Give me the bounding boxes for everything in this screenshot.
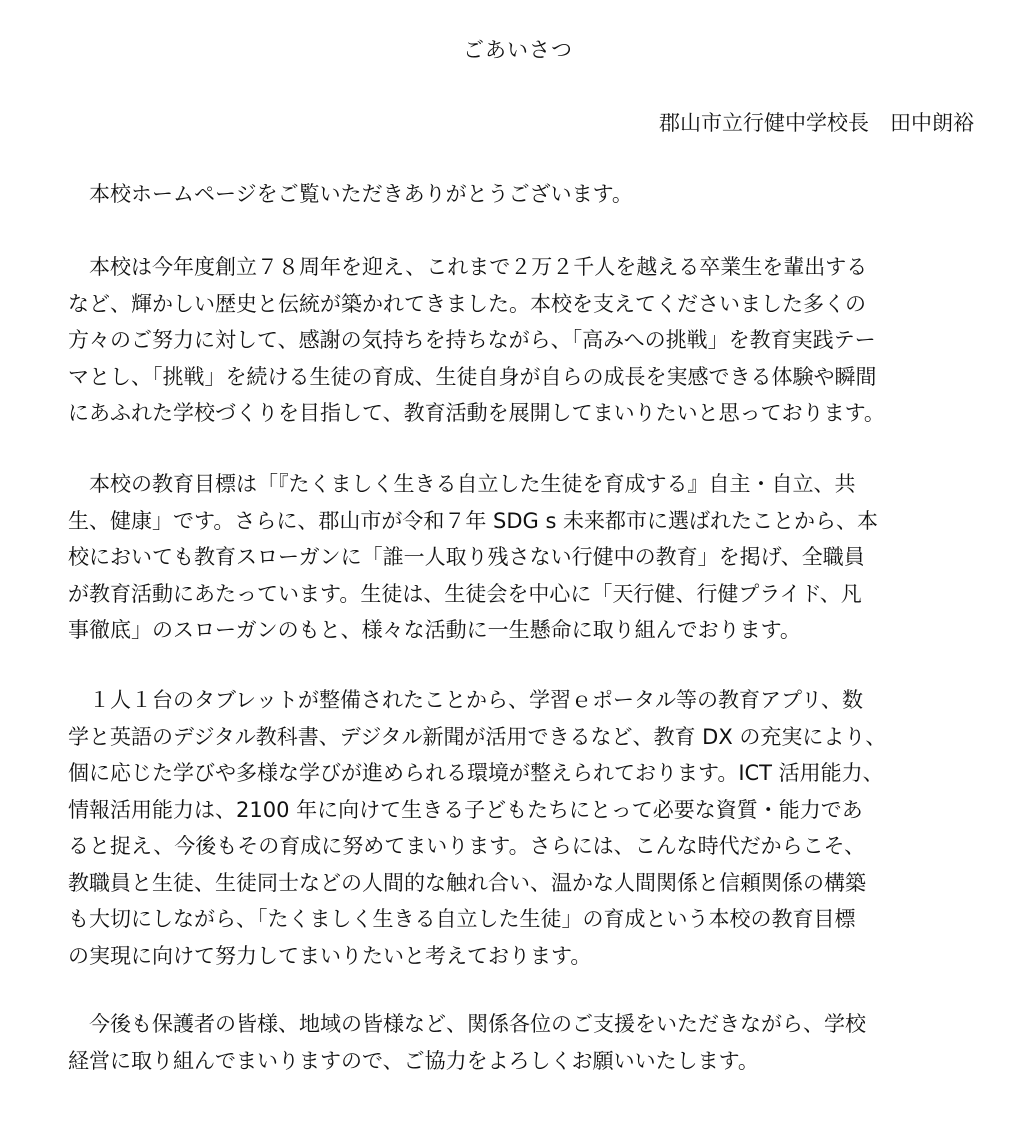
paragraph-line: 本校は今年度創立７８周年を迎え、これまで２万２千人を越える卒業生を輩出する [89, 255, 868, 279]
paragraph-line: １人１台のタブレットが整備されたことから、学習ｅポータル等の教育アプリ、数 [89, 688, 864, 712]
paragraph-line: 本校の教育目標は「『たくましく生きる自立した生徒を育成する』自主・自立、共 [89, 472, 856, 496]
paragraph-welcome [68, 176, 988, 213]
paragraph-line: 事徹底」のスローガンのもと、様々な活動に一生懸命に取り組んでおります。 [68, 618, 801, 642]
paragraph-line: など、輝かしい歴史と伝統が築かれてきました。本校を支えてくださいました多くの [68, 291, 866, 316]
paragraph-ict [68, 682, 988, 974]
paragraph-line: 情報活用能力は、2100 年に向けて生きる子どもたちにとって必要な資質・能力であ [68, 797, 863, 822]
paragraph-line: の実現に向けて努力してまいりたいと考えております。 [68, 943, 592, 968]
paragraph-line: 個に応じた学びや多様な学びが進められる環境が整えられております。ICT 活用能力、 [68, 761, 884, 785]
paragraph-line: 学と英語のデジタル教科書、デジタル新聞が活用できるなど、教育 DX の充実により、 [68, 724, 887, 749]
paragraph-line: にあふれた学校づくりを目指して、教育活動を展開してまいりたいと思っております。 [68, 401, 885, 425]
paragraph-closing [68, 1006, 988, 1079]
paragraph-line: 校においても教育スローガンに「誰一人取り残さない行健中の教育」を掲げ、全職員 [68, 545, 865, 569]
paragraph-line: が教育活動にあたっています。生徒は、生徒会を中心に「天行健、行健プライド、凡 [68, 581, 862, 606]
paragraph-goals [68, 466, 988, 649]
paragraph-line: マとし、「挑戦」を続ける生徒の育成、生徒自身が自らの成長を実感できる体験や瞬間 [68, 364, 877, 389]
paragraph-line: ると捉え、今後もその育成に努めてまいります。さらには、こんな時代だからこそ、 [68, 834, 866, 858]
paragraph-line: 経営に取り組んでまいりますので、ご協力をよろしくお願いいたします。 [68, 1048, 759, 1073]
author-line: 郡山市立行健中学校長 田中朗裕 [659, 111, 974, 135]
paragraph-line: 生、健康」です。さらに、郡山市が令和７年 SDG s 未来都市に選ばれたことから、本 [68, 508, 879, 533]
paragraph-line: も大切にしながら、「たくましく生きる自立した生徒」の育成という本校の教育目標 [68, 907, 856, 931]
paragraph-line: 本校ホームページをご覧いただきありがとうございます。 [89, 182, 633, 206]
paragraph-line: 方々のご努力に対して、感謝の気持ちを持ちながら、「高みへの挑戦」を教育実践テー [68, 328, 876, 352]
paragraph-line: 教職員と生徒、生徒同士などの人間的な触れ合い、温かな人間関係と信頼関係の構築 [68, 870, 866, 895]
paragraph-history [68, 249, 988, 432]
paragraph-line: 今後も保護者の皆様、地域の皆様など、関係各位のご支援をいただきながら、学校 [89, 1012, 866, 1036]
page-title: ごあいさつ [463, 38, 573, 62]
